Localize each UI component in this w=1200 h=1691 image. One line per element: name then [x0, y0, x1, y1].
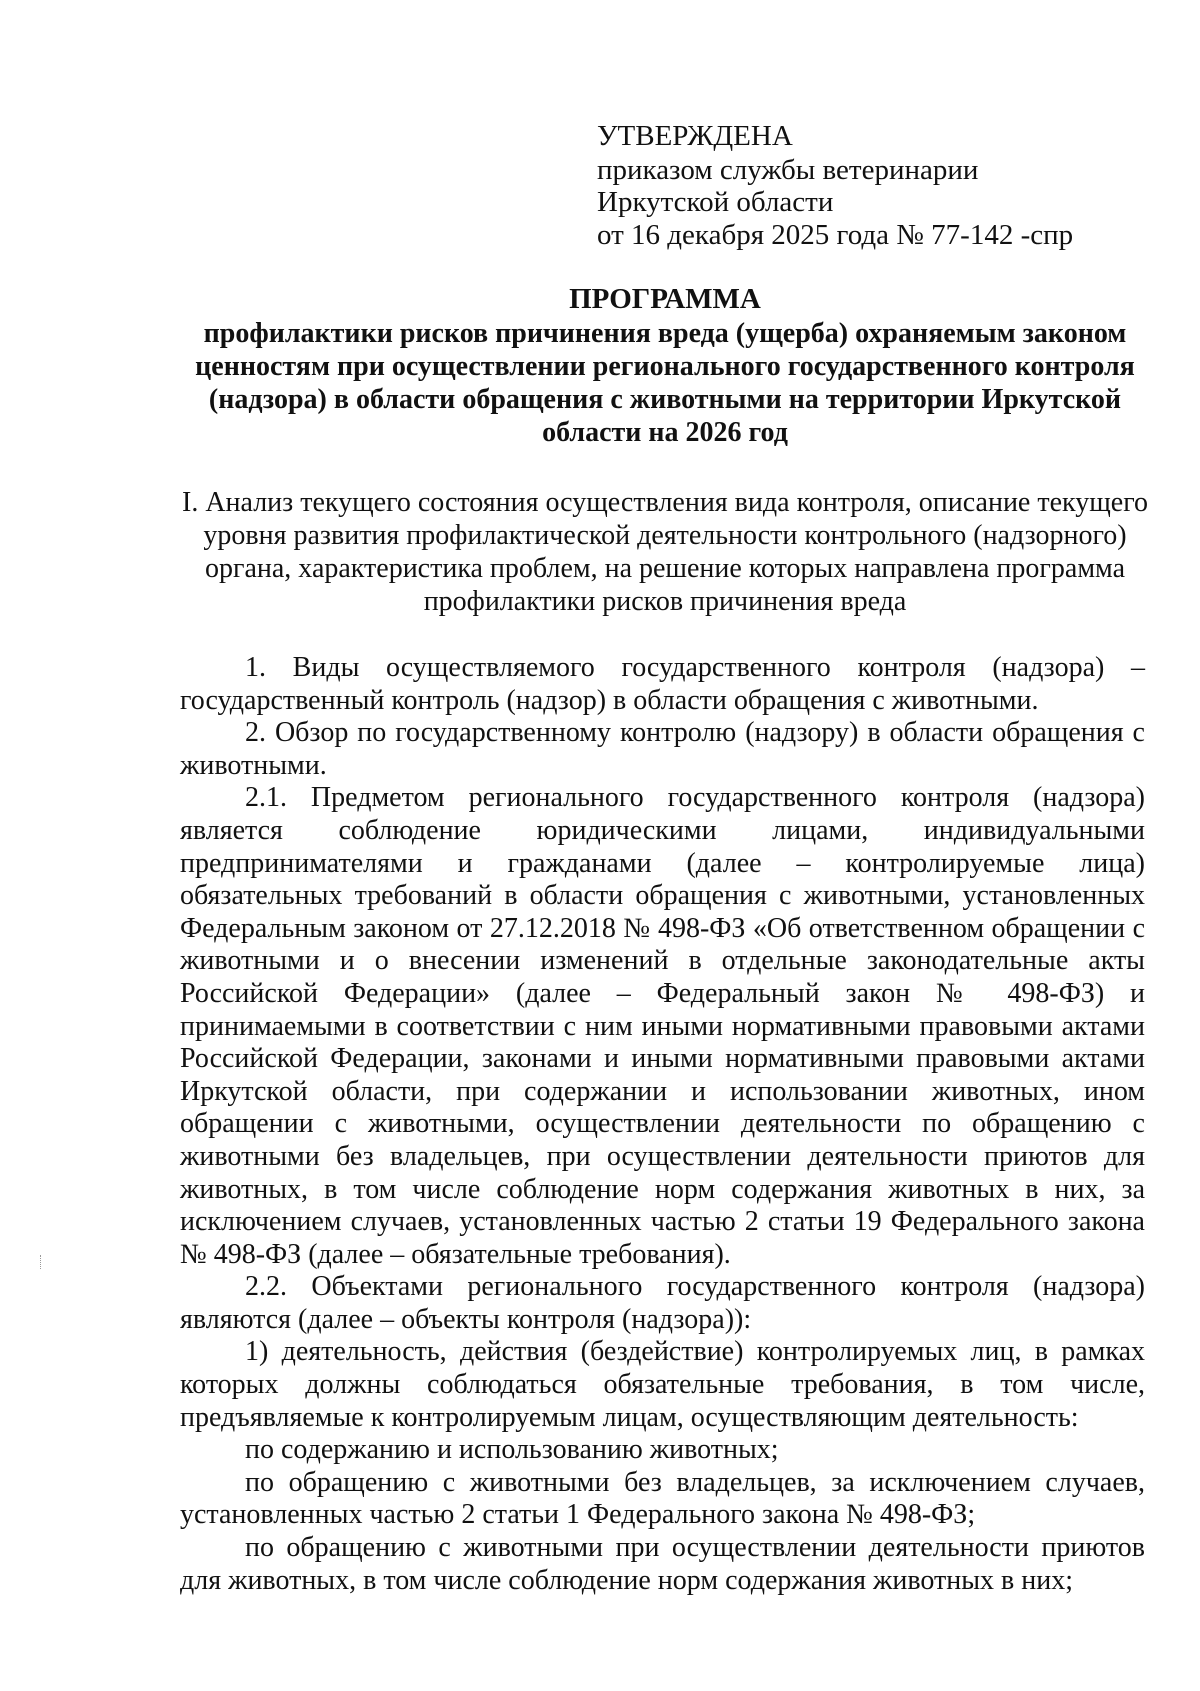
program-subtitle: профилактики рисков причинения вреда (ущерба) охраняемым законом ценностям при осуществлении регионального государственного контроля (надзора) в области обращения с животными на территории Иркутской области на 2026 год: [195, 318, 1135, 448]
program-title: ПРОГРАММА: [569, 283, 761, 315]
paragraph-1: 1. Виды осуществляемого государственного контроля (надзора) – государственный контроль (надзор) в области обращения с животными.: [180, 652, 1145, 716]
paragraph-activity-ownerless: по обращению с животными без владельцев, за исключением случаев, установленных частью 2 статьи 1 Федерального закона № 498-ФЗ;: [180, 1466, 1145, 1531]
approval-title: УТВЕРЖДЕНА: [597, 120, 793, 152]
section-1-title: I. Анализ текущего состояния осуществления вида контроля, описание текущего уровня развития профилактической деятельности контрольного (надзорного) органа, характеристика проблем, на решение которых направлена программа профилактики рисков причинения вреда: [182, 487, 1148, 617]
paragraph-2-1: 2.1. Предметом регионального государственного контроля (надзора) является соблюдение юридическими лицами, индивидуальными предпринимателями и гражданами (далее – контролируемые лица) обязательных требований в области обращения с животными, установленных Федеральным законом от 27.12.2018 № 498-ФЗ «Об ответственном обращении с животными и о внесении изменений в отдельные законодательные акты Российской Федерации» (далее – Федеральный закон № 498-ФЗ) и принимаемыми в соответствии с ним иными нормативными правовыми актами Российской Федерации, законами и иными нормативными правовыми актами Иркутской области, при содержании и использовании животных, ином обращении с животными, осуществлении деятельности по обращению с животными без владельцев, при осуществлении деятельности приютов для животных, в том числе соблюдение норм содержания животных в них, за исключением случаев, установленных частью 2 статьи 19 Федерального закона № 498-ФЗ (далее – обязательные требования).: [180, 782, 1145, 1270]
approval-block: [597, 120, 1117, 252]
paragraph-item-1: 1) деятельность, действия (бездействие) контролируемых лиц, в рамках которых должны соблюдаться обязательные требования, в том числе, предъявляемые к контролируемым лицам, осуществляющим деятельность:: [180, 1336, 1145, 1433]
paragraph-activity-keeping: по содержанию и использованию животных;: [245, 1434, 779, 1466]
scan-margin-mark: [40, 1255, 43, 1269]
paragraph-activity-shelters: по обращению с животными при осуществлении деятельности приютов для животных, в том числе соблюдение норм содержания животных в них;: [180, 1532, 1145, 1596]
body-text: [180, 652, 1145, 1597]
paragraph-2: 2. Обзор по государственному контролю (надзору) в области обращения с животными.: [180, 717, 1145, 781]
paragraph-2-2: 2.2. Объектами регионального государственного контроля (надзора) являются (далее – объекты контроля (надзора)):: [180, 1271, 1145, 1335]
approval-date-line: от 16 декабря 2025 года № 77-142 -спр: [597, 219, 1074, 251]
approval-order-line: приказом службы ветеринарии Иркутской области: [597, 154, 979, 218]
